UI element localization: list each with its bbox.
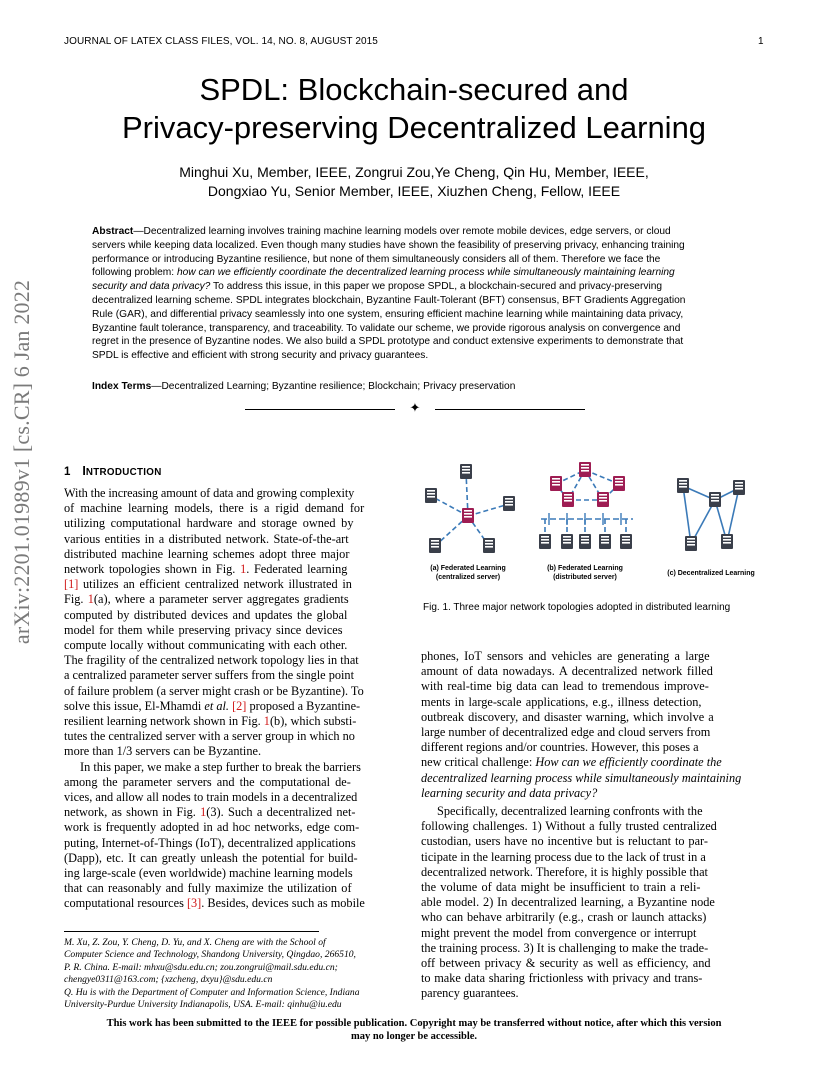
body-line: model for them while preserving privacy since devices: [64, 622, 343, 637]
body-line: of machine learning models, there is a rigid demand for: [64, 501, 365, 516]
body-line: off between privacy & security as well as efficiency, and: [421, 956, 711, 971]
authors-line-2: Dongxiao Yu, Senior Member, IEEE, Xiuzhen Cheng, Fellow, IEEE: [207, 183, 621, 199]
node-slot: [711, 500, 719, 502]
body-text: proposed a Byzantine-: [246, 698, 361, 713]
index-terms-text: —Decentralized Learning; Byzantine resilience; Blockchain; Privacy preservation: [151, 381, 516, 392]
device-node-icon: [503, 496, 515, 511]
abstract: [92, 225, 724, 363]
body-text: solve this issue, El-Mhamdi: [64, 698, 205, 713]
submission-notice-line-1: This work has been submitted to the IEEE for possible publication. Copyright may be transferred without notice, after which this version: [106, 1018, 722, 1029]
body-italic: decentralized learning process while simultaneously maintaining: [421, 770, 742, 785]
title-line-1: SPDL: Blockchain-secured and: [199, 72, 629, 107]
body-line: tutes the centralized server with a server group in which no: [64, 729, 355, 744]
body-line: amount of data nowadays. A decentralized network filled: [421, 664, 713, 679]
body-line: computed by distributed devices and updates the global: [64, 607, 348, 622]
citation-link[interactable]: [3]: [186, 896, 202, 911]
node-slot: [564, 500, 572, 502]
body-line: the volume of data might be insufficient to train a reli-: [421, 880, 701, 895]
footnote-line: P. R. China. E-mail: mhxu@sdu.edu.cn; zou.zongrui@mail.sdu.edu.cn;: [64, 961, 338, 973]
node-slot: [563, 542, 571, 544]
body-line: various entities in a distributed network. State-of-the-art: [64, 531, 349, 546]
node-slot: [687, 541, 695, 543]
abstract-text: Byzantine fault tolerance, transparency, and traceability. To validate our scheme, we provide rigorous analysis on convergence and: [92, 322, 681, 334]
title-line-2: Privacy-preserving Decentralized Learning: [121, 110, 707, 145]
node-slot: [711, 494, 719, 496]
device-node-icon: [561, 534, 573, 549]
device-node-icon: [539, 534, 551, 549]
body-line: With the increasing amount of data and growing complexity: [64, 486, 355, 500]
link-line: [468, 504, 509, 516]
node-slot: [485, 540, 493, 542]
node-slot: [427, 493, 435, 495]
node-slot: [563, 539, 571, 541]
node-slot: [564, 494, 572, 496]
node-slot: [599, 497, 607, 499]
abstract-text: Rule (GAR), and differential privacy seamlessly into one system, ensuring efficient machine learning while maintaining data privacy,: [92, 308, 684, 320]
network-nodes: [425, 462, 745, 553]
node-slot: [464, 513, 472, 515]
node-slot: [599, 494, 607, 496]
node-slot: [505, 498, 513, 500]
abstract-text: servers while keeping data localized. Even though many studies have shown the feasibility of preserving privacy, enhancing training: [92, 239, 685, 251]
node-slot: [601, 536, 609, 538]
page-number: 1: [758, 36, 764, 47]
node-slot: [687, 544, 695, 546]
section-title-rest: NTRODUCTION: [85, 467, 162, 478]
right-column-body: [421, 649, 765, 1002]
abstract-text: performance or introducing Byzantine resilience, but none of them simultaneously considers all of them. Therefore we face the: [92, 253, 661, 265]
node-slot: [581, 539, 589, 541]
node-slot: [462, 469, 470, 471]
footnote-line: Computer Science and Technology, Shandong University, Qingdao, 266510,: [64, 949, 356, 961]
peer-node-icon: [709, 492, 721, 507]
body-text: . Federated learning: [246, 562, 348, 577]
body-line: vices, and allow all nodes to train models in a decentralized: [64, 790, 358, 805]
parameter-server-icon: [462, 508, 474, 523]
node-slot: [541, 539, 549, 541]
abstract-text: To address this issue, in this paper we propose SPDL, a blockchain-secured and privacy-preserving: [210, 281, 663, 293]
body-line: the training process. 3) It is challenging to make the trade-: [421, 940, 709, 955]
footnote-line: M. Xu, Z. Zou, Y. Cheng, D. Yu, and X. Cheng are with the School of: [64, 937, 326, 948]
network-topologies-diagram: [421, 458, 765, 586]
body-line: In this paper, we make a step further to break the barriers: [80, 759, 361, 774]
node-slot: [462, 466, 470, 468]
node-slot: [581, 464, 589, 466]
node-slot: [735, 485, 743, 487]
section-number: 1: [64, 466, 71, 478]
body-line: who can behave arbitrarily (e.g., crash or launch attacks): [421, 910, 707, 925]
section-heading-introduction: [64, 464, 162, 478]
device-node-icon: [460, 464, 472, 479]
figure-ref-link[interactable]: 1: [240, 562, 247, 577]
node-slot: [581, 470, 589, 472]
label-federated-distributed-line2: (distributed server): [553, 574, 617, 581]
label-federated-centralized-line2: (centralized server): [435, 574, 501, 581]
node-slot: [735, 488, 743, 490]
body-text: (3). Such a decentralized net-: [206, 805, 356, 820]
peer-node-icon: [721, 534, 733, 549]
node-slot: [679, 480, 687, 482]
citation-link[interactable]: [2]: [232, 698, 247, 713]
node-slot: [615, 481, 623, 483]
peer-link-line: [727, 488, 739, 542]
body-line: ments in large-scale applications, e.g., illness detection,: [421, 694, 702, 709]
node-slot: [601, 542, 609, 544]
device-node-icon: [620, 534, 632, 549]
node-slot: [485, 543, 493, 545]
node-slot: [679, 486, 687, 488]
node-slot: [563, 536, 571, 538]
authors-line-1: Minghui Xu, Member, IEEE, Zongrui Zou,Ye Cheng, Qin Hu, Member, IEEE,: [179, 164, 649, 180]
footnote-line: Q. Hu is with the Department of Computer and Information Science, Indiana: [64, 986, 360, 998]
body-line: able model. 2) In decentralized learning, a Byzantine node: [421, 895, 715, 910]
body-text: computational resources: [64, 896, 187, 911]
peer-link-line: [683, 486, 691, 544]
footnote-line: University-Purdue University Indianapolis, USA. E-mail: qinhu@iu.edu: [64, 999, 342, 1011]
body-line: phones, IoT sensors and vehicles are generating a large: [421, 649, 710, 663]
abstract-text: following problem:: [92, 267, 177, 279]
node-slot: [505, 501, 513, 503]
body-line: to make data sharing frictionless with privacy and trans-: [421, 971, 703, 986]
author-list: [60, 163, 768, 201]
node-slot: [622, 536, 630, 538]
body-line: with real-time big data can lead to tremendous improve-: [421, 679, 709, 694]
body-line: might prevent the model from convergence or interrupt: [421, 925, 697, 940]
server-bus: [541, 513, 633, 525]
body-line: that can reasonably and fully maximize the utilization of: [64, 881, 352, 896]
node-slot: [464, 510, 472, 512]
node-slot: [552, 478, 560, 480]
arxiv-stamp: [0, 0, 44, 1072]
node-slot: [723, 542, 731, 544]
paper-title: [60, 71, 768, 147]
body-text: Fig.: [64, 592, 88, 607]
node-slot: [427, 496, 435, 498]
node-slot: [687, 538, 695, 540]
arxiv-identifier: arXiv:2201.01989v1 [cs.CR] 6 Jan 2022: [9, 279, 34, 645]
figure-1: [421, 458, 765, 586]
node-slot: [462, 472, 470, 474]
author-affiliation-footnotes: [64, 937, 360, 1011]
node-slot: [581, 542, 589, 544]
node-slot: [464, 516, 472, 518]
body-text: . Besides, devices such as mobile: [201, 896, 365, 911]
abstract-text: SPDL is effective and efficient with strong security and privacy guarantees.: [92, 350, 429, 362]
abstract-question: how can we efficiently coordinate the decentralized learning process while simultaneously maintaining learning: [176, 267, 675, 279]
divider-rule-right: [435, 409, 585, 410]
node-slot: [679, 483, 687, 485]
section-title-initial: I: [82, 464, 86, 478]
body-line: more than 1/3 servers can be Byzantine.: [64, 744, 262, 759]
body-line: work is frequently adopted in ad hoc networks, edge com-: [64, 820, 360, 835]
peer-node-icon: [677, 478, 689, 493]
body-line: decentralized network. Therefore, it is highly possible that: [421, 864, 708, 879]
index-terms-label: Index Terms: [92, 381, 152, 392]
abstract-text: —Decentralized learning involves training machine learning models over remote mobile devices, edge servers, or cloud: [133, 226, 671, 237]
abstract-label: Abstract: [92, 226, 134, 237]
body-italic: et al.: [204, 698, 229, 713]
server-node-icon: [613, 476, 625, 491]
node-slot: [615, 478, 623, 480]
left-column-body: [64, 486, 406, 912]
node-slot: [615, 484, 623, 486]
body-line: following challenges. 1) Without a fully trusted centralized: [421, 819, 717, 834]
figure-ref-link[interactable]: 1: [87, 592, 94, 607]
index-terms: [92, 380, 724, 394]
figure-ref-link[interactable]: 1: [263, 714, 270, 729]
body-line: ticipate in the learning process due to the lack of trust in a: [421, 849, 706, 864]
body-line: of failure problem (a server might crash or be Byzantine). To: [64, 683, 364, 698]
server-node-icon: [597, 492, 609, 507]
node-slot: [581, 467, 589, 469]
server-node-icon: [562, 492, 574, 507]
server-node-icon: [579, 462, 591, 477]
body-line: custodian, users have no incentive but is reluctant to par-: [421, 834, 708, 849]
node-slot: [622, 539, 630, 541]
section-divider: [245, 402, 585, 416]
body-text: (b), which substi-: [269, 714, 357, 729]
node-slot: [622, 542, 630, 544]
figure-caption: Fig. 1. Three major network topologies adopted in distributed learning: [423, 602, 731, 613]
body-text: new critical challenge:: [421, 755, 536, 770]
body-line: among the parameter servers and the computational de-: [64, 774, 351, 789]
running-header: JOURNAL OF LATEX CLASS FILES, VOL. 14, NO. 8, AUGUST 2015: [64, 36, 378, 47]
body-line: outbreak discovery, and disaster warning, which involve a: [421, 709, 714, 724]
device-node-icon: [599, 534, 611, 549]
abstract-question: security and data privacy?: [92, 281, 211, 293]
node-slot: [599, 500, 607, 502]
node-slot: [505, 504, 513, 506]
body-text: network topologies shown in Fig.: [64, 562, 241, 577]
body-text: utilizes an efficient centralized network illustrated in: [78, 577, 352, 592]
node-slot: [552, 481, 560, 483]
body-line: (Dapp), etc. It can greatly unleash the potential for build-: [64, 850, 358, 865]
body-line: parency guarantees.: [421, 986, 519, 1001]
node-slot: [564, 497, 572, 499]
node-slot: [723, 539, 731, 541]
body-line: utilizing computational hardware and storage owned by: [64, 516, 354, 531]
node-slot: [431, 543, 439, 545]
node-slot: [711, 497, 719, 499]
device-node-icon: [579, 534, 591, 549]
node-slot: [427, 490, 435, 492]
submission-notice: [44, 1017, 784, 1043]
four-point-star-icon: ✦: [409, 400, 421, 415]
divider-rule-left: [245, 409, 395, 410]
peer-node-icon: [733, 480, 745, 495]
citation-link[interactable]: [1]: [64, 577, 79, 592]
footnote-rule: [64, 931, 319, 932]
device-node-icon: [425, 488, 437, 503]
abstract-text: decentralized learning scheme. SPDL integrates blockchain, Byzantine Fault-Tolerant (BFT) consensus, BFT Gradients Aggregation: [92, 294, 686, 306]
body-line: The fragility of the centralized network topology lies in that: [64, 653, 359, 668]
body-line: Specifically, decentralized learning confronts with the: [437, 804, 703, 819]
label-decentralized: (c) Decentralized Learning: [667, 570, 755, 577]
label-federated-distributed-line1: (b) Federated Learning: [547, 565, 623, 572]
device-node-icon: [483, 538, 495, 553]
footnote-line: chengye0311@163.com; {xzcheng, dxyu}@sdu.edu.cn: [64, 974, 273, 986]
body-italic: How can we efficiently coordinate the: [535, 755, 722, 770]
node-slot: [541, 536, 549, 538]
body-text: network, as shown in Fig.: [64, 805, 201, 820]
body-text: (a), where a parameter server aggregates gradients: [93, 592, 349, 607]
figure-ref-link[interactable]: 1: [200, 805, 207, 820]
node-slot: [431, 546, 439, 548]
label-federated-centralized-line1: (a) Federated Learning: [430, 565, 506, 572]
node-slot: [485, 546, 493, 548]
body-italic: learning security and data privacy?: [421, 785, 598, 800]
body-line: a centralized parameter server suffers from the single point: [64, 668, 354, 683]
peer-node-icon: [685, 536, 697, 551]
node-slot: [552, 484, 560, 486]
body-line: ing large-scale (even worldwide) machine learning models: [64, 866, 353, 881]
device-node-icon: [429, 538, 441, 553]
body-line: large number of decentralized edge and cloud servers from: [421, 725, 711, 740]
body-text: resilient learning network shown in Fig.: [64, 714, 264, 729]
submission-notice-line-2: may no longer be accessible.: [350, 1031, 478, 1042]
node-slot: [431, 540, 439, 542]
body-line: puting, Internet-of-Things (IoT), decentralized applications: [64, 835, 356, 850]
node-slot: [581, 536, 589, 538]
server-node-icon: [550, 476, 562, 491]
node-slot: [735, 482, 743, 484]
node-slot: [723, 536, 731, 538]
abstract-text: regret in the presence of Byzantine nodes. We also build a SPDL prototype and conduct extensive experiments to demonstrate that: [92, 336, 684, 348]
body-line: different regions and/or countries. However, this poses a: [421, 740, 699, 755]
node-slot: [541, 542, 549, 544]
body-line: compute locally without communicating with each other.: [64, 638, 348, 653]
body-line: distributed machine learning schemes adopt three major: [64, 546, 350, 561]
node-slot: [601, 539, 609, 541]
